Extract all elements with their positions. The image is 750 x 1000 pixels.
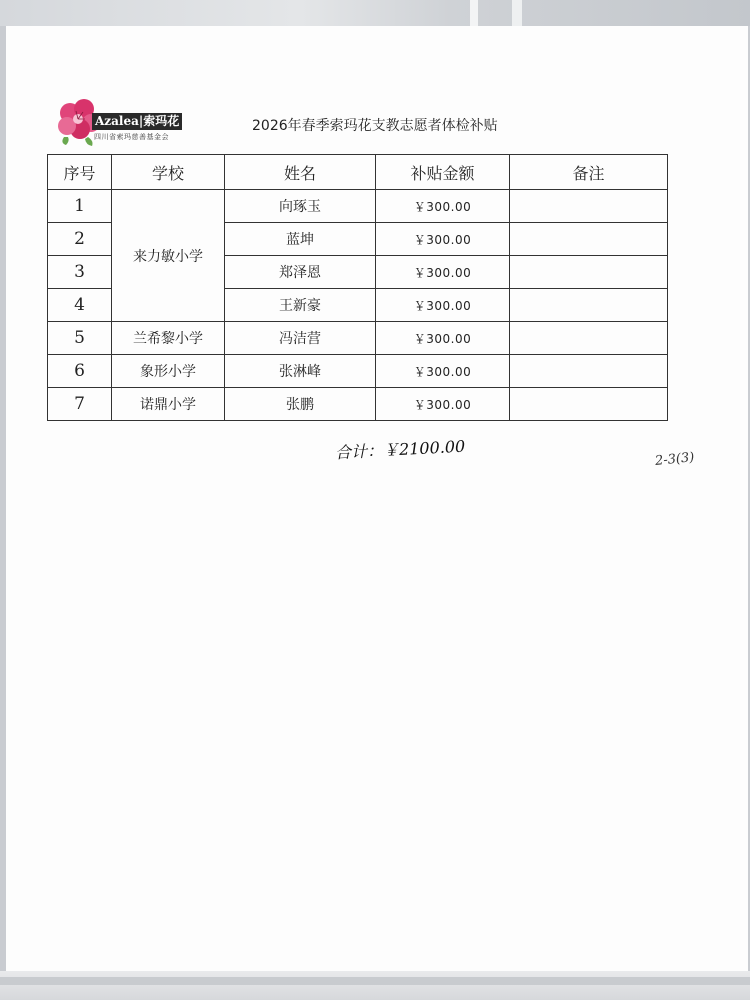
scan-artifact <box>470 0 478 26</box>
note-cell <box>510 223 668 256</box>
name-cell: 向琢玉 <box>225 190 376 223</box>
column-header-amount: 补贴金额 <box>376 155 510 190</box>
amount-cell: ￥300.00 <box>376 388 510 421</box>
logo-brand-text: Azalea|索玛花 <box>92 113 182 130</box>
name-cell: 张鹏 <box>225 388 376 421</box>
foundation-logo <box>58 97 198 147</box>
column-header-school: 学校 <box>112 155 225 190</box>
name-cell: 蓝坤 <box>225 223 376 256</box>
table-row <box>48 388 668 421</box>
scan-artifact <box>0 977 750 985</box>
handwritten-total: 合计：￥2100.00 <box>334 436 466 463</box>
row-number: 3 <box>48 256 112 289</box>
school-cell: 兰希黎小学 <box>112 322 225 355</box>
name-cell: 冯洁营 <box>225 322 376 355</box>
amount-cell: ￥300.00 <box>376 256 510 289</box>
scan-artifact <box>512 0 522 26</box>
row-number: 5 <box>48 322 112 355</box>
row-number: 7 <box>48 388 112 421</box>
row-number: 6 <box>48 355 112 388</box>
table-row <box>48 355 668 388</box>
subsidy-table <box>47 154 668 421</box>
name-cell: 张淋峰 <box>225 355 376 388</box>
note-cell <box>510 256 668 289</box>
amount-cell: ￥300.00 <box>376 322 510 355</box>
note-cell <box>510 388 668 421</box>
school-cell: 象形小学 <box>112 355 225 388</box>
row-number: 4 <box>48 289 112 322</box>
table-row <box>48 190 668 223</box>
column-header-no: 序号 <box>48 155 112 190</box>
amount-cell: ￥300.00 <box>376 289 510 322</box>
school-cell: 诺鼎小学 <box>112 388 225 421</box>
note-cell <box>510 190 668 223</box>
column-header-note: 备注 <box>510 155 668 190</box>
amount-cell: ￥300.00 <box>376 223 510 256</box>
school-cell: 来力敏小学 <box>112 190 225 322</box>
name-cell: 郑泽恩 <box>225 256 376 289</box>
amount-cell: ￥300.00 <box>376 355 510 388</box>
logo-subtitle: 四川省索玛慈善基金会 <box>94 133 169 141</box>
row-number: 2 <box>48 223 112 256</box>
amount-cell: ￥300.00 <box>376 190 510 223</box>
row-number: 1 <box>48 190 112 223</box>
scan-edge-top <box>0 0 750 26</box>
note-cell <box>510 322 668 355</box>
table-row <box>48 322 668 355</box>
note-cell <box>510 289 668 322</box>
document-title: 2026年春季索玛花支教志愿者体检补贴 <box>252 118 498 134</box>
handwritten-page-note: 2-3(3) <box>654 449 696 470</box>
scan-edge-bottom <box>0 971 750 1000</box>
note-cell <box>510 355 668 388</box>
table-header-row <box>48 155 668 190</box>
name-cell: 王新豪 <box>225 289 376 322</box>
column-header-name: 姓名 <box>225 155 376 190</box>
